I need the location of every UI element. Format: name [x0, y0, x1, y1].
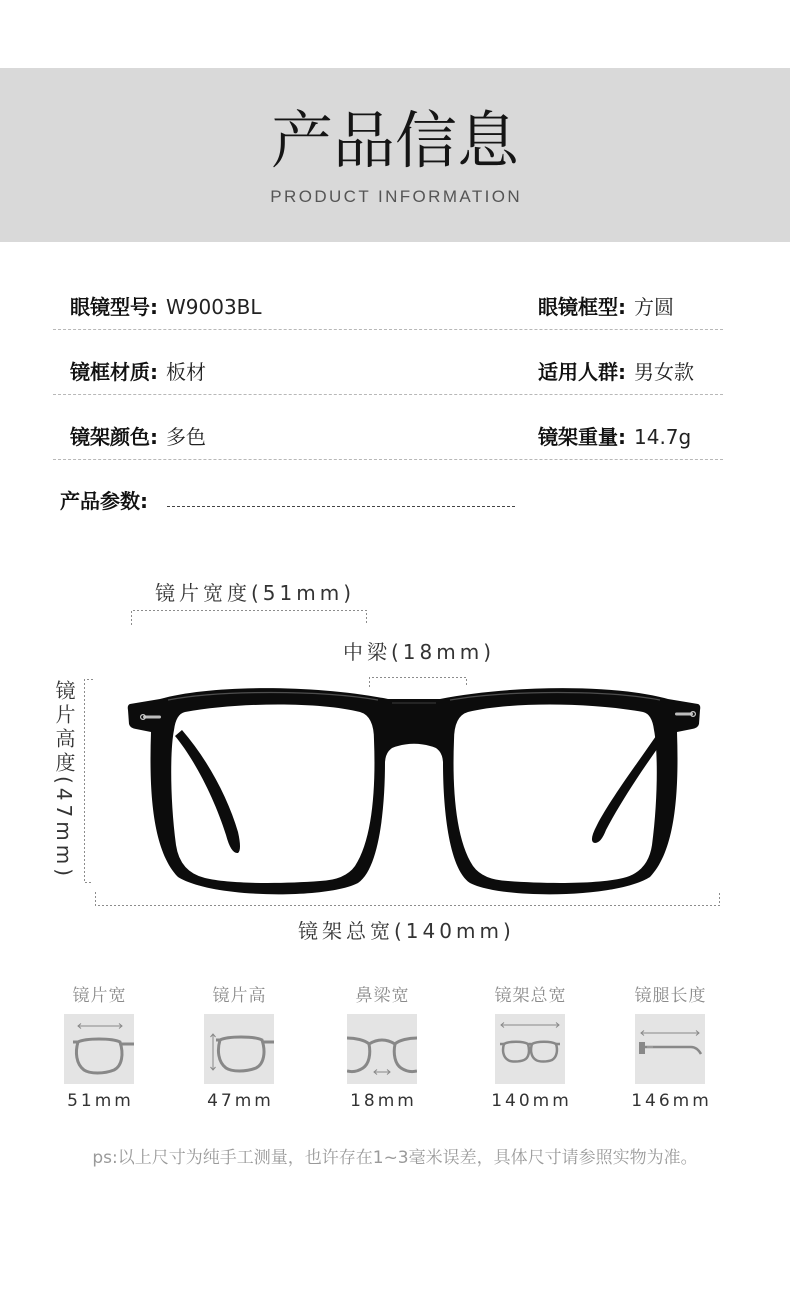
params-heading: 产品参数: [60, 489, 148, 513]
spec-frame-material [70, 350, 206, 394]
measurement-frame-width [460, 982, 600, 1112]
measurement-label: 镜片高 [212, 986, 267, 1006]
params-divider [167, 506, 515, 507]
measurement-lens-height [169, 982, 309, 1112]
glasses-diagram [0, 560, 790, 960]
spec-target-gender [538, 350, 694, 394]
lens-width-icon [64, 1014, 134, 1084]
spec-model [70, 285, 262, 329]
right-temple [592, 736, 660, 843]
spec-model-label: 眼镜型号: [70, 295, 158, 319]
temple-length-icon [635, 1014, 705, 1084]
lens-height-bracket [85, 680, 94, 883]
frame-width-icon [495, 1014, 565, 1084]
page-subtitle: PRODUCT INFORMATION [270, 187, 523, 206]
lens-height-label: 镜片高度(47mm) [52, 680, 76, 881]
measurement-bridge-width [312, 982, 452, 1112]
measurement-label: 镜片宽 [72, 986, 127, 1006]
measurement-value: 18mm [350, 1091, 417, 1111]
total-width-label: 镜架总宽(140mm) [298, 919, 515, 943]
spec-frame-color-label: 镜架颜色: [70, 425, 158, 449]
spec-frame-weight [538, 415, 691, 459]
bridge-bracket [370, 678, 467, 688]
spec-frame-shape [538, 285, 674, 329]
spec-row [53, 405, 723, 460]
bridge-label: 中梁(18mm) [343, 640, 496, 664]
spec-row [53, 340, 723, 395]
spec-target-gender-value: 男女款 [634, 360, 694, 384]
spec-target-gender-label: 适用人群: [538, 360, 626, 384]
left-temple [175, 730, 240, 853]
bridge-width-icon [347, 1014, 417, 1084]
measurement-label: 镜架总宽 [494, 986, 567, 1006]
measurement-temple-length [600, 982, 740, 1112]
total-width-bracket [96, 892, 720, 906]
page-title: 产品信息 [270, 104, 519, 177]
spec-row [53, 275, 723, 330]
measurement-label: 鼻梁宽 [355, 986, 410, 1006]
spec-frame-material-label: 镜框材质: [70, 360, 158, 384]
lens-width-label: 镜片宽度(51mm) [155, 581, 356, 605]
measurement-value: 140mm [491, 1091, 572, 1111]
spec-frame-weight-label: 镜架重量: [538, 425, 626, 449]
measurement-lens-width [29, 982, 169, 1112]
measurement-value: 146mm [631, 1091, 712, 1111]
spec-list [53, 275, 723, 475]
glasses-image [128, 688, 701, 894]
spec-model-value: W9003BL [166, 295, 262, 319]
lens-height-icon [204, 1014, 274, 1084]
spec-frame-shape-label: 眼镜框型: [538, 295, 626, 319]
header-band [0, 68, 790, 242]
measurement-value: 47mm [207, 1091, 274, 1111]
lens-width-bracket [132, 611, 367, 626]
spec-frame-weight-value: 14.7g [634, 425, 692, 449]
spec-frame-color [70, 415, 206, 459]
spec-frame-color-value: 多色 [166, 425, 206, 449]
measurement-disclaimer: ps:以上尺寸为纯手工测量，也许存在1~3毫米误差，具体尺寸请参照实物为准。 [92, 1148, 698, 1168]
spec-frame-shape-value: 方圆 [634, 295, 674, 319]
measurement-value: 51mm [67, 1091, 134, 1111]
spec-frame-material-value: 板材 [166, 360, 206, 384]
measurement-label: 镜腿长度 [634, 986, 707, 1006]
